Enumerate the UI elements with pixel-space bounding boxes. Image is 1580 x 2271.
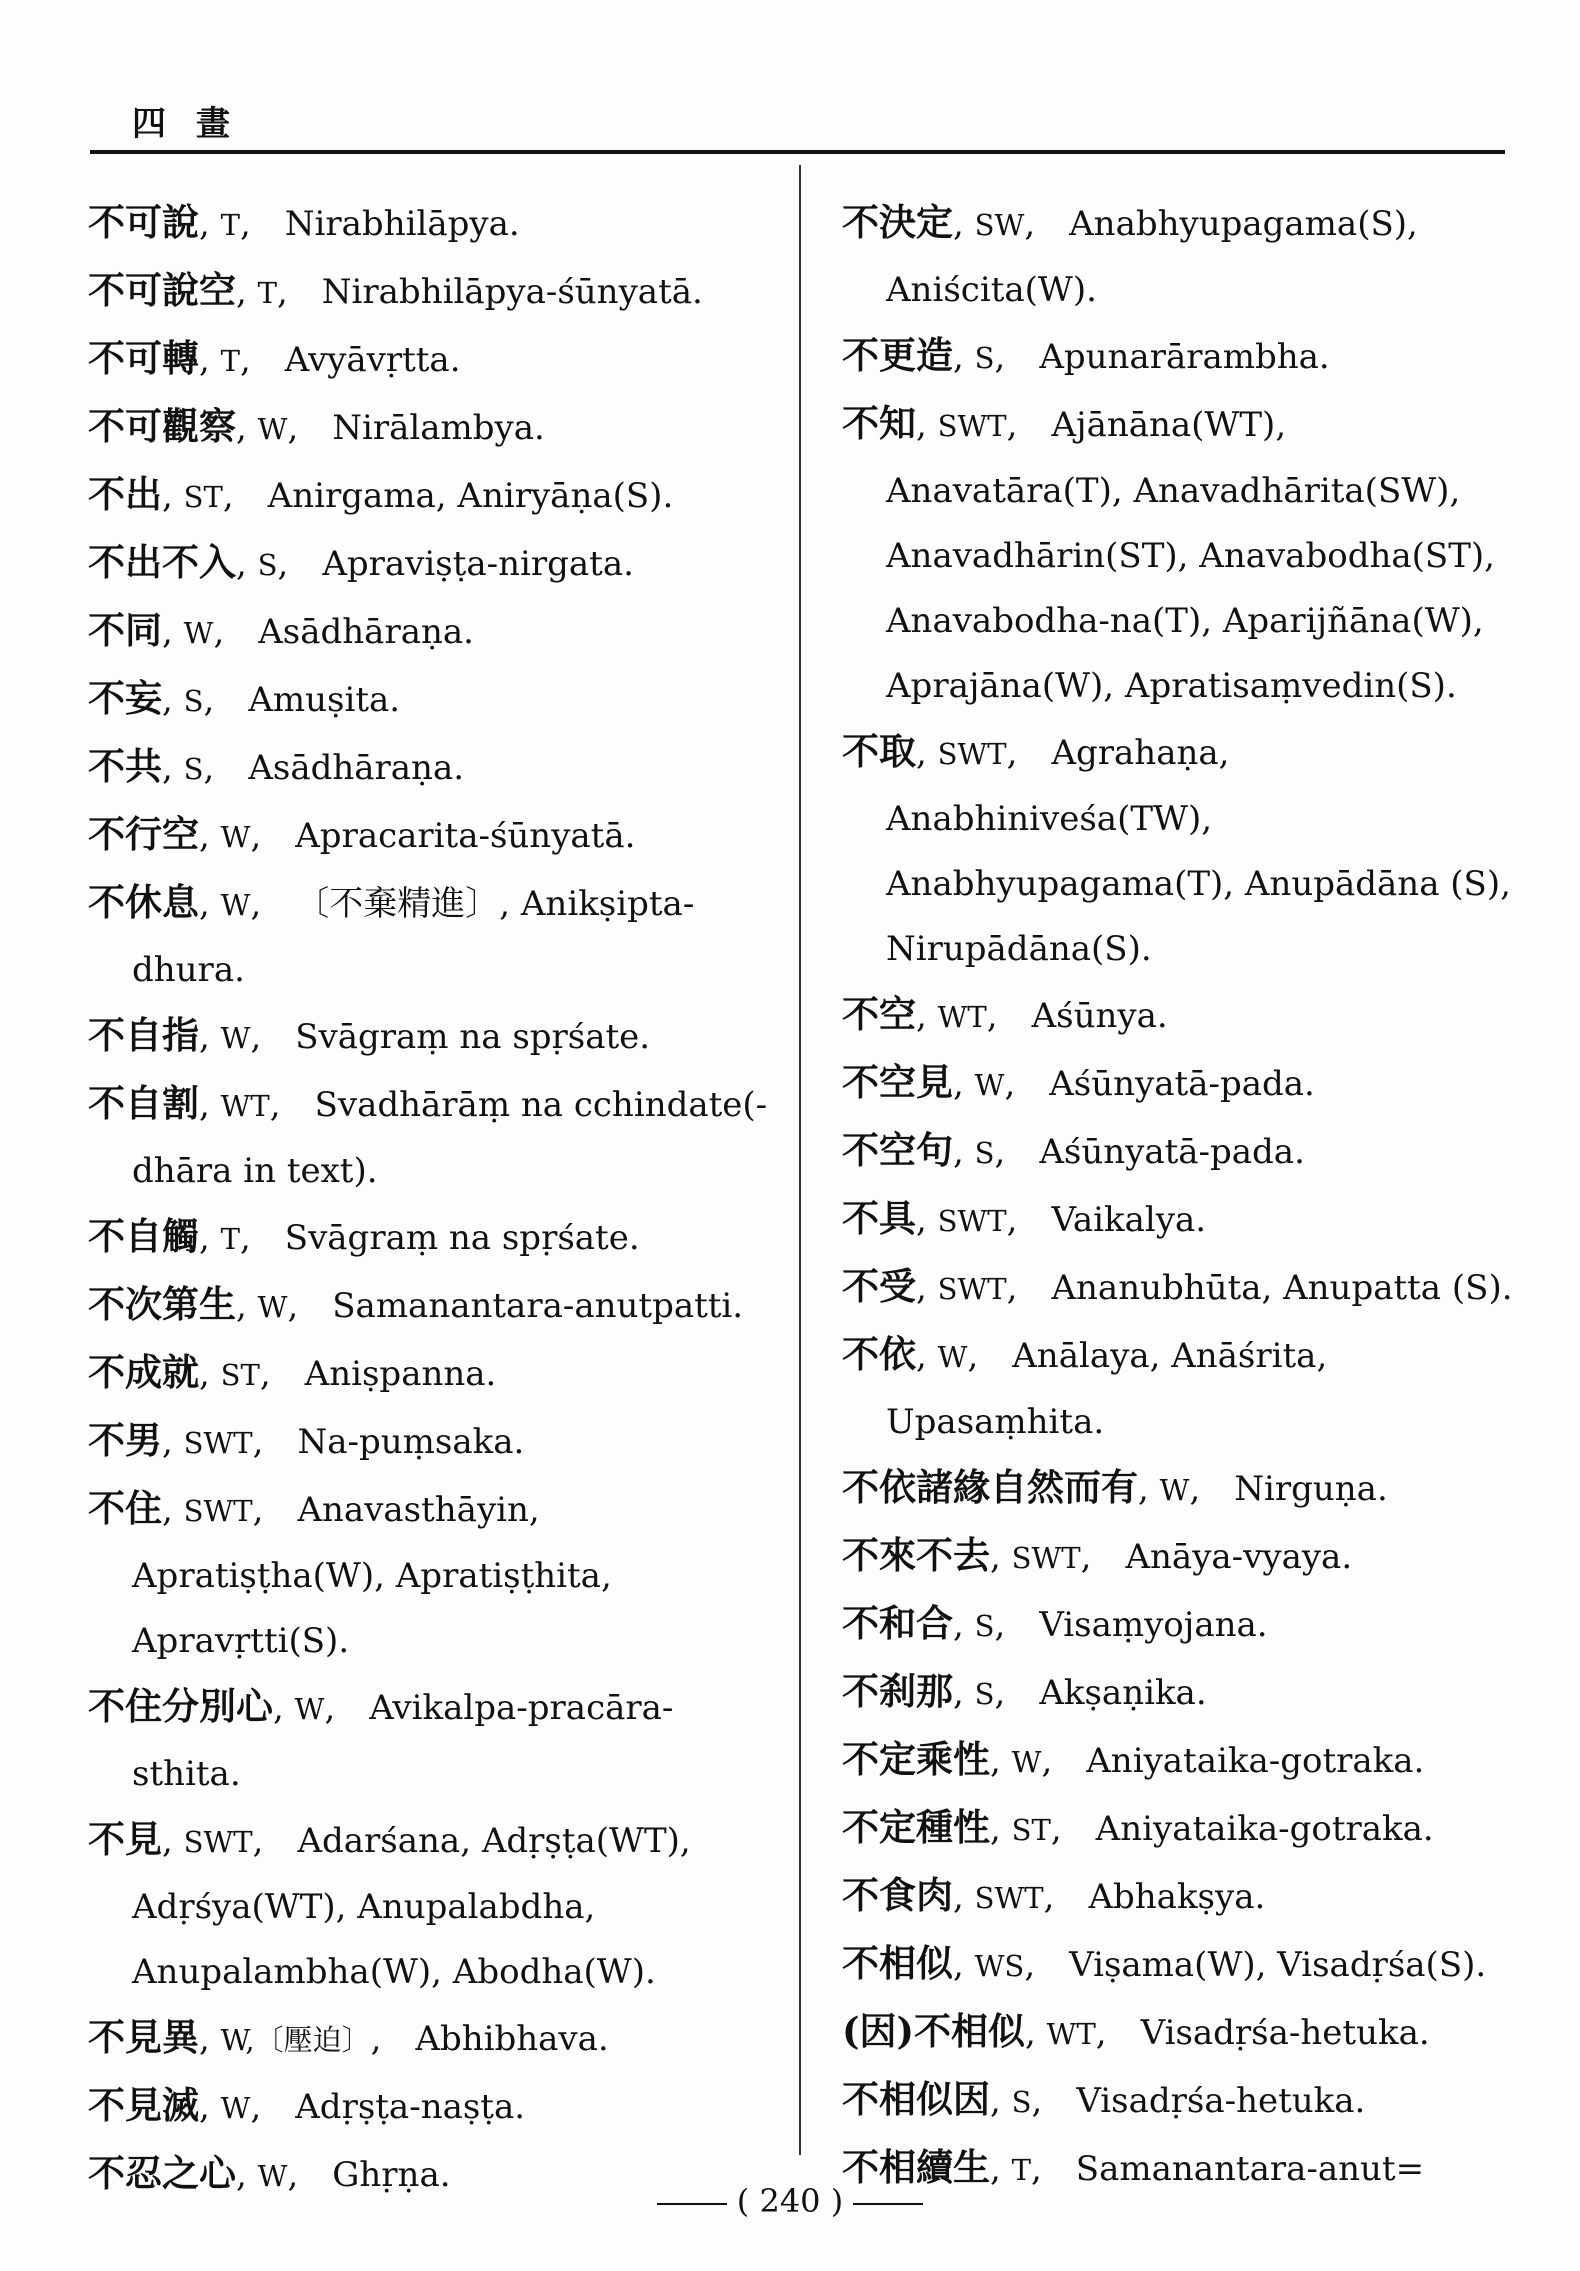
dictionary-entry: 不依, W, Anālaya, Anāśrita, Upasaṃhita. [842, 1332, 1328, 1442]
entry-headword: 不次第生 [88, 1282, 236, 1326]
entry-sanskrit: Asādhāraṇa. [248, 748, 465, 788]
entry-source-code: SWT [183, 1825, 253, 1859]
dictionary-entry: 不忍之心, W, Ghṛṇa. [88, 2151, 451, 2195]
entry-sanskrit: Anāya-vyaya. [1125, 1537, 1353, 1577]
entry-sanskrit: Asādhāraṇa. [258, 612, 474, 652]
entry-source-code: W [220, 1021, 251, 1055]
dictionary-entry: 不妄, S, Amuṣita. [88, 676, 401, 720]
entry-source-code: SWT [937, 737, 1007, 771]
page-footer [0, 2182, 1580, 2220]
entry-sanskrit: Anabhyupagama(S), Aniścita(W). [886, 204, 1418, 310]
entry-source-code: T [257, 276, 277, 310]
entry-headword: 不依 [842, 1332, 916, 1376]
dictionary-entry: 不可轉, T, Avyāvṛtta. [88, 336, 461, 380]
entry-sanskrit: Nirguṇa. [1234, 1469, 1388, 1509]
entry-sanskrit: Avikalpa-pracāra-sthita. [132, 1688, 674, 1794]
entry-sanskrit: Abhakṣya. [1088, 1877, 1266, 1917]
dictionary-entry: 不見, SWT, Adarśana, Adṛṣṭa(WT), Adṛśya(WT), Anupalabdha, Anupalambha(W), Abodha(W). [88, 1817, 691, 1992]
entry-headword: 不可觀察 [88, 404, 236, 448]
footer-dash-right [853, 2203, 923, 2205]
entry-sanskrit: Anirgama, Aniryāṇa(S). [267, 476, 674, 516]
dictionary-entry: 不自觸, T, Svāgraṃ na spṛśate. [88, 1214, 640, 1258]
entry-source-code: SWT [1011, 1541, 1081, 1575]
dictionary-entry: 不成就, ST, Aniṣpanna. [88, 1350, 497, 1394]
entry-sanskrit: Apracarita-śūnyatā. [295, 816, 636, 856]
entry-source-code: ST [1011, 1813, 1051, 1847]
entry-headword: 不出 [88, 472, 162, 516]
entry-headword: 不男 [88, 1418, 162, 1462]
entry-headword: 不食肉 [842, 1873, 953, 1917]
entry-headword: 不空 [842, 992, 916, 1036]
entry-source-code: W [220, 888, 251, 922]
entry-headword: 不見滅 [88, 2083, 199, 2127]
entry-headword: 不決定 [842, 200, 953, 244]
entry-source-code: S [1011, 2085, 1032, 2119]
entry-source-code: W [257, 412, 288, 446]
entry-headword: 不共 [88, 744, 162, 788]
entry-headword: 不自指 [88, 1013, 199, 1057]
entry-source-code: W [937, 1340, 968, 1374]
entry-source-code: S [974, 1609, 995, 1643]
entry-source-code: SWT [937, 1204, 1007, 1238]
dictionary-entry: 不相似, WS, Viṣama(W), Visadṛśa(S). [842, 1941, 1487, 1985]
entry-source-code: WT [937, 1000, 987, 1034]
entry-sanskrit: Avyāvṛtta. [284, 340, 461, 380]
entry-source-code: S [974, 1677, 995, 1711]
section-title: 四畫 [132, 104, 260, 144]
entry-source-code: S [183, 752, 204, 786]
entry-source-code: W [183, 616, 214, 650]
dictionary-entry: 不同, W, Asādhāraṇa. [88, 608, 474, 652]
entry-headword: 不忍之心 [88, 2151, 236, 2195]
entry-source-code: W [257, 1290, 288, 1324]
entry-sanskrit: Aniyataika-gotraka. [1086, 1741, 1425, 1781]
entry-headword: 不受 [842, 1264, 916, 1308]
dictionary-entry: 不男, SWT, Na-puṃsaka. [88, 1418, 525, 1462]
dictionary-entry: 不定乘性, W, Aniyataika-gotraka. [842, 1737, 1425, 1781]
entry-source-code: SWT [183, 1494, 253, 1528]
entry-headword: 不依諸緣自然而有 [842, 1465, 1138, 1509]
entry-source-code: T [220, 1222, 240, 1256]
page-header [90, 102, 1505, 146]
entry-source-code: W [220, 2091, 251, 2125]
dictionary-entry: 不住分別心, W, Avikalpa-pracāra-sthita. [88, 1684, 674, 1794]
dictionary-entry: 不行空, W, Apracarita-śūnyatā. [88, 812, 636, 856]
entry-source-code: T [220, 344, 240, 378]
entry-headword: 不可轉 [88, 336, 199, 380]
entry-headword: 不見異 [88, 2015, 199, 2059]
entry-sanskrit: Amuṣita. [248, 680, 401, 720]
dictionary-entry: 不取, SWT, Agrahaṇa, Anabhiniveśa(TW), Anabhyupagama(T), Anupādāna (S), Nirupādāna(S). [842, 729, 1511, 969]
entry-source-code: WT [220, 1089, 270, 1123]
entry-headword: 不出不入 [88, 540, 236, 584]
entry-source-code: W [974, 1068, 1005, 1102]
entry-sanskrit: Nirabhilāpya. [284, 204, 520, 244]
entry-source-code: W [294, 1692, 325, 1726]
page-number: 240 [759, 2182, 821, 2220]
dictionary-entry: 不自割, WT, Svadhārāṃ na cchindate(-dhāra in text). [88, 1081, 768, 1191]
dictionary-entry: 不住, SWT, Anavasthāyin, Apratiṣṭha(W), Apratiṣṭhita, Apravṛtti(S). [88, 1486, 612, 1661]
entry-source-code: WS [974, 1949, 1025, 1983]
entry-source-code: W [1159, 1473, 1190, 1507]
entry-sanskrit: Adṛṣṭa-naṣṭa. [295, 2087, 526, 2127]
entry-sanskrit: Aniyataika-gotraka. [1095, 1809, 1434, 1849]
entry-sanskrit: Ananubhūta, Anupatta (S). [1051, 1268, 1513, 1308]
dictionary-entry: 不見異, W,〔壓迫〕, Abhibhava. [88, 2015, 609, 2059]
dictionary-entry: 不空見, W, Aśūnyatā-pada. [842, 1060, 1315, 1104]
entry-sanskrit: Anavasthāyin, Apratiṣṭha(W), Apratiṣṭhita, Apravṛtti(S). [132, 1490, 612, 1661]
entry-headword: 不可說 [88, 200, 199, 244]
entry-headword: 不相似因 [842, 2077, 990, 2121]
dictionary-entry: 不受, SWT, Ananubhūta, Anupatta (S). [842, 1264, 1513, 1308]
dictionary-entry: 不來不去, SWT, Anāya-vyaya. [842, 1533, 1353, 1577]
entry-headword: 不住分別心 [88, 1684, 273, 1728]
entry-source-code: S [257, 548, 278, 582]
entry-headword: 不自割 [88, 1081, 199, 1125]
entry-sanskrit: Ghṛṇa. [332, 2155, 451, 2195]
dictionary-entry: 不知, SWT, Ajānāna(WT), Anavatāra(T), Anavadhārita(SW), Anavadhārin(ST), Anavabodha(ST), Anavabodha-na(T), Aparijñāna(W), Aprajāna(W), Apratisaṃvedin(S). [842, 401, 1495, 706]
left-column [88, 190, 768, 2209]
entry-headword: 不見 [88, 1817, 162, 1861]
entry-sanskrit: Vaikalya. [1051, 1200, 1207, 1240]
entry-source-code: S [183, 684, 204, 718]
entry-source-code: T [220, 208, 240, 242]
entry-sanskrit: Svāgraṃ na spṛśate. [295, 1017, 651, 1057]
dictionary-entry: 不次第生, W, Samanantara-anutpatti. [88, 1282, 744, 1326]
dictionary-entry: 不出不入, S, Apraviṣṭa-nirgata. [88, 540, 634, 584]
entry-source-code: ST [220, 1358, 260, 1392]
dictionary-entry: 不共, S, Asādhāraṇa. [88, 744, 465, 788]
entry-source-code: SWT [974, 1881, 1044, 1915]
entry-source-code: SWT [937, 1272, 1007, 1306]
entry-sanskrit: 〔不棄精進〕, Anikṣipta-dhura. [132, 884, 695, 990]
entry-headword: 不休息 [88, 880, 199, 924]
dictionary-entry: 不自指, W, Svāgraṃ na spṛśate. [88, 1013, 651, 1057]
entry-sanskrit: Aśūnya. [1031, 996, 1168, 1036]
dictionary-entry: 不空, WT, Aśūnya. [842, 992, 1168, 1036]
entry-headword: 不相似 [842, 1941, 953, 1985]
entry-sanskrit: Apraviṣṭa-nirgata. [322, 544, 634, 584]
footer-paren-close: ) [830, 2182, 844, 2220]
dictionary-entry: 不依諸緣自然而有, W, Nirguṇa. [842, 1465, 1388, 1509]
entry-sanskrit: Akṣaṇika. [1039, 1673, 1207, 1713]
dictionary-entry: 不可觀察, W, Nirālambya. [88, 404, 545, 448]
entry-source-code: S [974, 1136, 995, 1170]
dictionary-entry: 不可說空, T, Nirabhilāpya-śūnyatā. [88, 268, 703, 312]
entry-source-code: S [974, 341, 995, 375]
dictionary-entry: 不可說, T, Nirabhilāpya. [88, 200, 520, 244]
dictionary-entry: 不刹那, S, Akṣaṇika. [842, 1669, 1207, 1713]
entry-sanskrit: Aniṣpanna. [304, 1354, 497, 1394]
entry-sanskrit: Anālaya, Anāśrita, Upasaṃhita. [886, 1336, 1328, 1442]
entry-sanskrit: Ajānāna(WT), Anavatāra(T), Anavadhārita(SW), Anavadhārin(ST), Anavabodha(ST), Anavabodha-na(T), Aparijñāna(W), Aprajāna(W), Apratisaṃvedin(S). [886, 405, 1495, 706]
dictionary-entry: (因)不相似, WT, Visadṛśa-hetuka. [842, 2009, 1430, 2053]
dictionary-entry: 不空句, S, Aśūnyatā-pada. [842, 1128, 1305, 1172]
entry-source-code: W [220, 820, 251, 854]
entry-headword: 不具 [842, 1196, 916, 1240]
entry-sanskrit: Samanantara-anutpatti. [332, 1286, 744, 1326]
entry-headword: (因)不相似 [842, 2009, 1026, 2053]
entry-sanskrit: Aśūnyatā-pada. [1039, 1132, 1305, 1172]
entry-headword: 不可說空 [88, 268, 236, 312]
dictionary-entry: 不出, ST, Anirgama, Aniryāṇa(S). [88, 472, 674, 516]
entry-sanskrit: Abhibhava. [415, 2019, 609, 2059]
entry-sanskrit: Svāgraṃ na spṛśate. [284, 1218, 640, 1258]
entry-sanskrit: Visadṛśa-hetuka. [1140, 2013, 1430, 2053]
entry-headword: 不行空 [88, 812, 199, 856]
entry-sanskrit: Samanantara-anut= [1075, 2149, 1425, 2189]
dictionary-entry: 不決定, SW, Anabhyupagama(S), Aniścita(W). [842, 200, 1418, 310]
entry-headword: 不定乘性 [842, 1737, 990, 1781]
entry-headword: 不和合 [842, 1601, 953, 1645]
entry-source-code: T [1011, 2153, 1031, 2187]
entry-headword: 不來不去 [842, 1533, 990, 1577]
entry-headword: 不自觸 [88, 1214, 199, 1258]
entry-sanskrit: Nirālambya. [332, 408, 545, 448]
column-divider [799, 165, 801, 2155]
entry-sanskrit: Svadhārāṃ na cchindate(-dhāra in text). [132, 1085, 768, 1191]
entry-source-code: W [257, 2159, 288, 2193]
entry-headword: 不空句 [842, 1128, 953, 1172]
dictionary-entry: 不定種性, ST, Aniyataika-gotraka. [842, 1805, 1434, 1849]
entry-headword: 不定種性 [842, 1805, 990, 1849]
entry-headword: 不更造 [842, 333, 953, 377]
entry-source-code: SWT [183, 1426, 253, 1460]
entry-headword: 不刹那 [842, 1669, 953, 1713]
entry-headword: 不知 [842, 401, 916, 445]
entry-source-code: SW [974, 208, 1025, 242]
right-column [842, 190, 1522, 2203]
entry-sanskrit: Nirabhilāpya-śūnyatā. [321, 272, 703, 312]
entry-headword: 不取 [842, 729, 916, 773]
dictionary-entry: 不相續生, T, Samanantara-anut= [842, 2145, 1425, 2189]
header-rule [90, 150, 1505, 154]
entry-sanskrit: Na-puṃsaka. [297, 1422, 525, 1462]
footer-dash-left [657, 2203, 727, 2205]
entry-source-code: ST [183, 480, 223, 514]
dictionary-entry: 不食肉, SWT, Abhakṣya. [842, 1873, 1266, 1917]
entry-sanskrit: Agrahaṇa, Anabhiniveśa(TW), Anabhyupagama(T), Anupādāna (S), Nirupādāna(S). [886, 733, 1511, 969]
dictionary-entry: 不見滅, W, Adṛṣṭa-naṣṭa. [88, 2083, 526, 2127]
entry-sanskrit: Viṣama(W), Visadṛśa(S). [1069, 1945, 1487, 1985]
entry-sanskrit: Visaṃyojana. [1039, 1605, 1268, 1645]
entry-headword: 不相續生 [842, 2145, 990, 2189]
entry-headword: 不同 [88, 608, 162, 652]
entry-headword: 不成就 [88, 1350, 199, 1394]
dictionary-entry: 不具, SWT, Vaikalya. [842, 1196, 1207, 1240]
dictionary-entry: 不相似因, S, Visadṛśa-hetuka. [842, 2077, 1366, 2121]
entry-headword: 不住 [88, 1486, 162, 1530]
entry-sanskrit: Apunarārambha. [1039, 337, 1330, 377]
dictionary-entry: 不更造, S, Apunarārambha. [842, 333, 1330, 377]
entry-headword: 不妄 [88, 676, 162, 720]
entry-source-code: WT [1046, 2017, 1096, 2051]
entry-source-code: SWT [937, 409, 1007, 443]
entry-sanskrit: Adarśana, Adṛṣṭa(WT), Adṛśya(WT), Anupalabdha, Anupalambha(W), Abodha(W). [132, 1821, 691, 1992]
dictionary-entry: 不和合, S, Visaṃyojana. [842, 1601, 1268, 1645]
entry-headword: 不空見 [842, 1060, 953, 1104]
entry-source-code: W,〔壓迫〕 [220, 2023, 371, 2057]
dictionary-entry: 不休息, W, 〔不棄精進〕, Anikṣipta-dhura. [88, 880, 695, 990]
footer-paren-open: ( [736, 2182, 750, 2220]
entry-sanskrit: Aśūnyatā-pada. [1049, 1064, 1315, 1104]
entry-source-code: W [1011, 1745, 1042, 1779]
entry-sanskrit: Visadṛśa-hetuka. [1076, 2081, 1366, 2121]
